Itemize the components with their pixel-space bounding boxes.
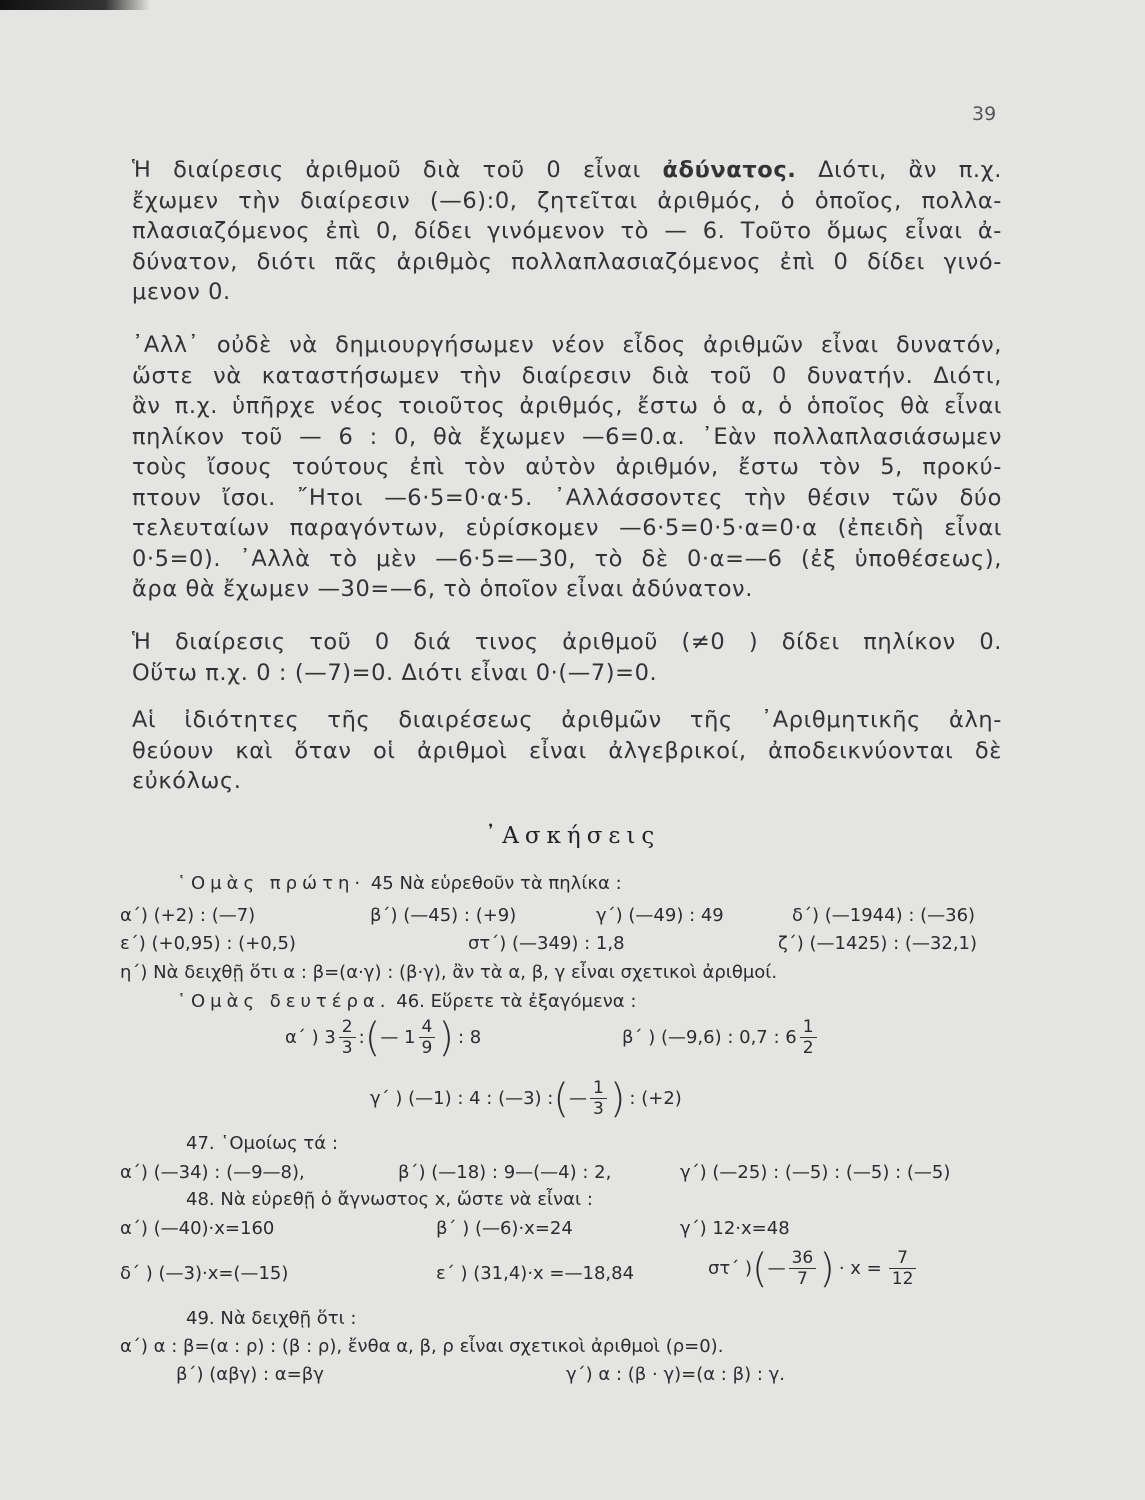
exercise-45e: ε΄) (+0,95) : (+0,5) (120, 933, 296, 954)
exercise-48a: α΄) (—40)·x=160 (120, 1218, 275, 1239)
exercise-49b: β΄) (αβγ) : α=βγ (176, 1364, 324, 1385)
text-line: Ἡ διαίρεσις τοῦ 0 διά τινος ἀριθμοῦ (≠0 ) δίδει πηλίκον 0. (132, 629, 1002, 655)
text-line: Αἱ ἰδιότητες τῆς διαιρέσεως ἀριθμῶν τῆς ᾿Αριθμητικῆς ἀλη- (132, 707, 1002, 733)
group-one-title (177, 873, 622, 895)
exercise-45a: α΄) (+2) : (—7) (120, 905, 256, 926)
math-text: · x = (838, 1257, 882, 1279)
left-paren: ( (553, 1075, 569, 1122)
math-text: γ΄ ) (—1) : 4 : (—3) : (370, 1087, 554, 1109)
math-text: : (+2) (629, 1087, 682, 1109)
exercise-48-intro: 48. Νὰ εὑρεθῇ ὁ ἄγνωστος x, ὥστε νὰ εἶναι : (186, 1189, 593, 1210)
numerator: 4 (419, 1017, 436, 1038)
text-line: θεύουν καὶ ὅταν οἱ ἀριθμοὶ εἶναι ἀλγεβρικοί, ἀποδεικνύονται δὲ (132, 737, 1002, 764)
paragraph-division-by-zero (132, 155, 1002, 308)
text-line: εὐκόλως. (132, 768, 242, 794)
group-label: ῾Ομὰς πρώτη· (177, 873, 366, 894)
group-two-title (177, 991, 636, 1013)
section-heading-exercises: ᾿Ασκήσεις (484, 823, 661, 849)
scan-corner-mark (0, 0, 150, 10)
group-label: ῾Ομὰς δευτέρα. (177, 991, 391, 1012)
exercise-47b: β΄) (—18) : 9—(—4) : 2, (398, 1162, 612, 1183)
math-text: β΄ ) (—9,6) : 0,7 : 6 (622, 1026, 797, 1048)
text-line: πτουν ἴσοι. ῎Ητοι —6·5=0·α·5. ᾿Αλλάσσοντες τὴν θέσιν τῶν δύο (132, 484, 1002, 511)
numerator: 2 (339, 1017, 356, 1038)
exercise-46a (285, 1014, 482, 1061)
exercise-49-intro: 49. Νὰ δειχθῇ ὅτι : (186, 1308, 357, 1329)
text-line: τελευταίων παραγόντων, εὑρίσκομεν —6·5=0·5·α=0·α (ἐπειδὴ εἶναι (132, 515, 1002, 541)
text-run: Διότι, ἂν π.χ. (796, 157, 1002, 183)
fraction (789, 1248, 817, 1289)
text-line: Οὕτω π.χ. 0 : (—7)=0. Διότι εἶναι 0·(—7)=0. (132, 659, 658, 686)
exercise-49a: α΄) α : β=(α : ρ) : (β : ρ), ἔνθα α, β, ρ εἶναι σχετικοὶ ἀριθμοὶ (ρ=0). (120, 1336, 724, 1357)
math-text: στ΄ ) (708, 1257, 752, 1279)
exercise-46b (622, 1017, 820, 1058)
paragraph-zero-dividend (132, 627, 1002, 688)
fraction (339, 1017, 356, 1058)
exercise-45d: δ΄) (—1944) : (—36) (792, 905, 976, 926)
text-line: 0·5=0). ᾿Αλλὰ τὸ μὲν —6·5=—30, τὸ δὲ 0·α=—6 (ἐξ ὑποθέσεως), (132, 545, 1002, 572)
math-text: : (358, 1026, 365, 1048)
numerator: 36 (789, 1248, 817, 1269)
fraction (590, 1078, 607, 1119)
math-text: — (767, 1257, 786, 1279)
exercise-45h: η΄) Νὰ δειχθῇ ὅτι α : β=(α·γ) : (β·γ), ἂν τὰ α, β, γ εἶναι σχετικοὶ ἀριθμοί. (120, 962, 778, 983)
exercise-45st: στ΄) (—349) : 1,8 (468, 933, 625, 954)
right-paren: ) (609, 1075, 626, 1122)
text-run: Ἡ διαίρεσις ἀριθμοῦ διὰ τοῦ 0 εἶναι (132, 157, 663, 183)
exercise-45c: γ΄) (—49) : 49 (596, 905, 724, 926)
exercise-47c: γ΄) (—25) : (—5) : (—5) : (—5) (680, 1162, 951, 1183)
text-line: ᾿Αλλ᾿ οὐδὲ νὰ δημιουργήσωμεν νέον εἶδος ἀριθμῶν εἶναι δυνατόν, (132, 332, 1002, 358)
math-text: : 8 (457, 1026, 482, 1048)
exercise-45b: β΄) (—45) : (+9) (370, 905, 517, 926)
exercise-intro: 46. Εὕρετε τὰ ἐξαγόμενα : (396, 991, 637, 1012)
math-text: — 1 (380, 1026, 416, 1048)
numerator: 7 (889, 1248, 917, 1269)
exercise-49c: γ΄) α : (β · γ)=(α : β) : γ. (566, 1364, 785, 1385)
exercise-48st (708, 1245, 919, 1292)
paragraph-new-number (132, 330, 1002, 605)
text-line: τοὺς ἴσους τούτους ἐπὶ τὸν αὐτὸν ἀριθμόν, ἔστω τὸν 5, προκύ- (132, 454, 1002, 480)
text-line: πηλίκον τοῦ — 6 : 0, θὰ ἔχωμεν —6=0.α. ᾿Εὰν πολλαπλασιάσωμεν (132, 423, 1002, 450)
text-line: πλασιαζόμενος ἐπὶ 0, δίδει γινόμενον τὸ — 6. Τοῦτο ὅμως εἶναι ἀ- (132, 218, 1002, 244)
fraction (800, 1017, 817, 1058)
paragraph-properties (132, 705, 1002, 797)
exercise-intro: 45 Νὰ εὑρεθοῦν τὰ πηλίκα : (370, 873, 622, 894)
exercise-45z: ζ΄) (—1425) : (—32,1) (778, 933, 978, 954)
right-paren: ) (819, 1245, 835, 1292)
text-line: ἔχωμεν τὴν διαίρεσιν (—6):0, ζητεῖται ἀριθμός, ὁ ὁποῖος, πολλα- (132, 187, 1002, 214)
exercise-48e: ε΄ ) (31,4)·x =—18,84 (436, 1263, 635, 1284)
page-number: 39 (972, 103, 997, 125)
exercise-47-intro: 47. ῾Ομοίως τά : (186, 1133, 338, 1154)
fraction (889, 1248, 917, 1289)
text-line: ἄρα θὰ ἔχωμεν —30=—6, τὸ ὁποῖον εἶναι ἀδύνατον. (132, 576, 753, 602)
denominator: 7 (797, 1269, 808, 1289)
math-text: — (568, 1087, 587, 1109)
exercise-46c (370, 1075, 682, 1122)
text-line: ἂν π.χ. ὑπῆρχε νέος τοιοῦτος ἀριθμός, ἔστω ὁ α, ὁ ὁποῖος θὰ εἶναι (132, 393, 1002, 419)
exercise-48d: δ΄ ) (—3)·x=(—15) (120, 1263, 289, 1284)
denominator: 3 (341, 1038, 353, 1058)
fraction (419, 1017, 436, 1058)
numerator: 1 (590, 1078, 607, 1099)
text-line: δύνατον, διότι πᾶς ἀριθμὸς πολλαπλασιαζόμενος ἐπὶ 0 δίδει γινό- (132, 248, 1002, 275)
exercise-47a: α΄) (—34) : (—9—8), (120, 1162, 305, 1183)
numerator: 1 (800, 1017, 817, 1038)
emphasis-word: ἀδύνατος. (662, 157, 797, 183)
text-line: ὥστε νὰ καταστήσωμεν τὴν διαίρεσιν διὰ τοῦ 0 δυνατήν. Διότι, (132, 362, 1002, 389)
denominator: 9 (421, 1038, 433, 1058)
text-line: μενον 0. (132, 279, 231, 305)
left-paren: ( (364, 1014, 381, 1061)
left-paren: ( (752, 1245, 768, 1292)
denominator: 12 (891, 1269, 914, 1289)
text-line (132, 155, 1002, 186)
math-text: α΄ ) 3 (285, 1026, 336, 1048)
exercise-48c: γ΄) 12·x=48 (680, 1218, 790, 1239)
right-paren: ) (438, 1014, 454, 1061)
exercise-48b: β΄ ) (—6)·x=24 (436, 1218, 573, 1239)
denominator: 2 (802, 1038, 814, 1058)
denominator: 3 (592, 1099, 604, 1119)
